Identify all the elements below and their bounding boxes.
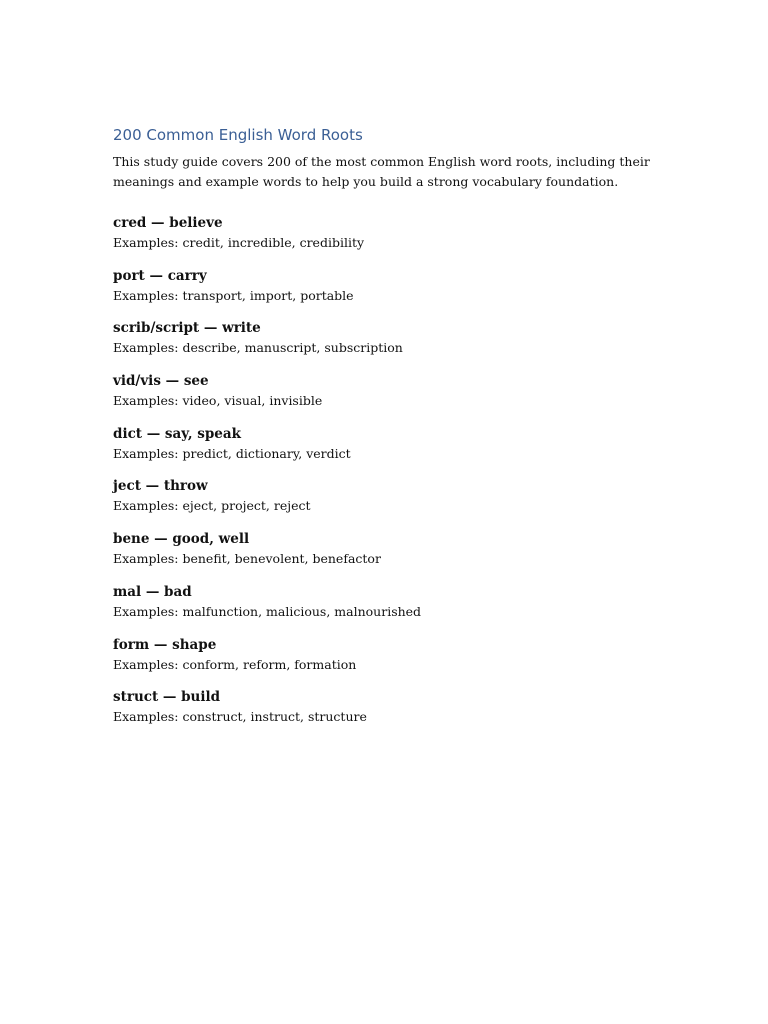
root-examples: Examples: malfunction, malicious, malnourished [113,603,422,619]
root-entry-struct [113,687,653,740]
root-heading: ject — throw [113,478,208,495]
root-entry-bene [113,529,653,582]
root-examples: Examples: construct, instruct, structure [113,709,367,725]
root-heading: form — shape [113,636,217,653]
root-heading: cred — believe [113,215,223,231]
root-heading: scrib/script — write [113,320,261,337]
root-heading: vid/vis — see [113,373,209,390]
root-entry-ject [113,476,653,529]
root-examples: Examples: describe, manuscript, subscription [113,340,403,356]
root-examples: Examples: transport, import, portable [113,287,354,303]
document-page [113,124,653,740]
root-entry-mal [113,582,653,635]
root-examples: Examples: eject, project, reject [113,498,311,514]
document-title: 200 Common English Word Roots [113,126,363,144]
root-examples: Examples: predict, dictionary, verdict [113,445,351,461]
root-heading: dict — say, speak [113,425,241,442]
root-heading: port — carry [113,267,207,284]
intro-paragraph: This study guide covers 200 of the most common English word roots, including their meanings and example words to help you build a strong vocabulary foundation. [113,154,650,189]
root-entry-vid [113,371,653,424]
root-entry-port [113,266,653,319]
root-entry-dict [113,424,653,477]
root-entry-form [113,635,653,688]
root-heading: struct — build [113,689,221,706]
root-examples: Examples: conform, reform, formation [113,656,357,672]
root-examples: Examples: video, visual, invisible [113,393,323,409]
root-list [113,213,653,740]
root-examples: Examples: credit, incredible, credibility [113,235,365,250]
root-entry-cred [113,213,653,266]
root-entry-scrib [113,318,653,371]
root-heading: bene — good, well [113,531,250,548]
root-heading: mal — bad [113,583,192,600]
root-examples: Examples: benefit, benevolent, benefactor [113,551,381,567]
